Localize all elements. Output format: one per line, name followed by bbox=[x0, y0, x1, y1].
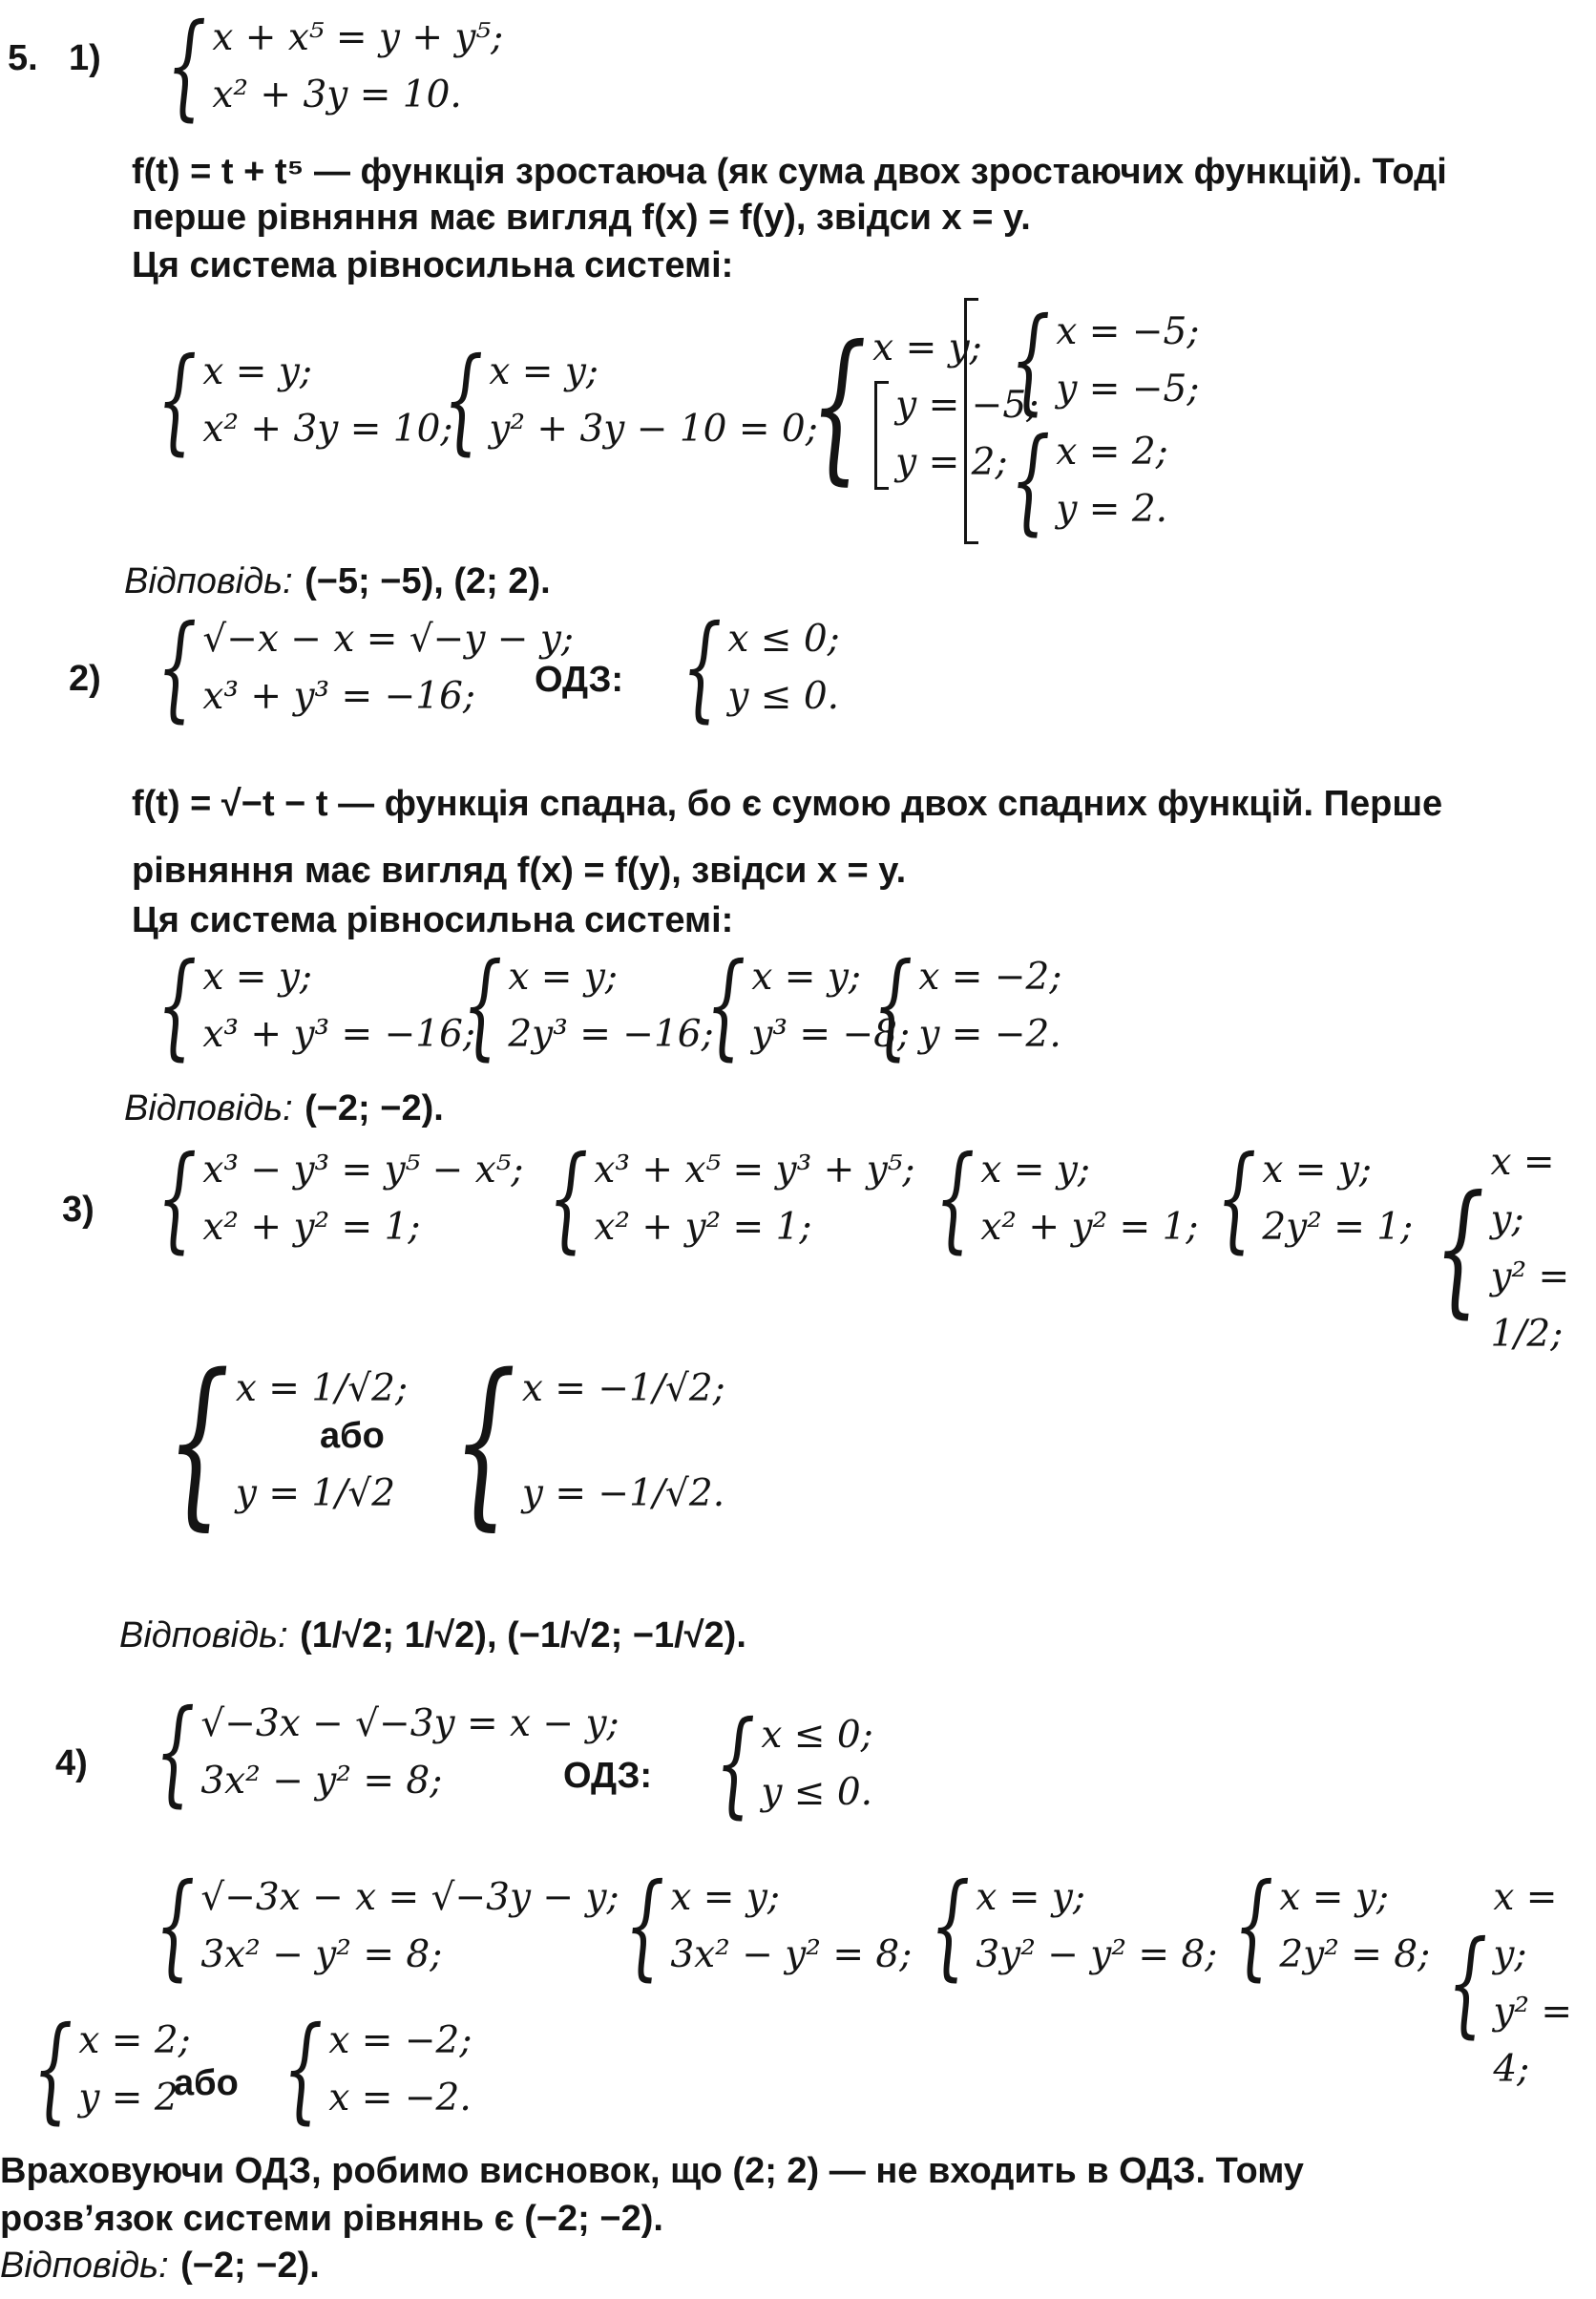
p2-odz: { x ≤ 0; y ≤ 0. bbox=[682, 601, 840, 734]
p2-system-1: { x = y; x³ + y³ = −16; bbox=[157, 939, 476, 1072]
p2-system-2: { x = y; 2y³ = −16; bbox=[462, 939, 714, 1072]
p1-answer: Відповідь: (−5; −5), (2; 2). bbox=[124, 561, 551, 601]
p3-answer: Відповідь: (1/√2; 1/√2), (−1/√2; −1/√2). bbox=[119, 1615, 746, 1656]
p4-answer: Відповідь: (−2; −2). bbox=[0, 2246, 320, 2286]
p4-system-1: { √−3x − x = √−3y − y; 3x² − y² = 8; bbox=[155, 1860, 620, 1993]
p2-system-4: { x = −2; y = −2. bbox=[872, 939, 1062, 1072]
p2-answer: Відповідь: (−2; −2). bbox=[124, 1088, 444, 1128]
part-2-label: 2) bbox=[69, 659, 101, 699]
p4-system-5: { x = y; y² = 4; bbox=[1447, 1876, 1573, 2091]
p1-square-bracket bbox=[964, 298, 978, 544]
p2-system: { √−x − x = √−y − y; x³ + y³ = −16; bbox=[157, 601, 575, 734]
p3-result-2: { x = −1/√2; y = −1/√2. bbox=[452, 1336, 725, 1547]
p1-system-3: { x = y; y = −5; y = 2; bbox=[809, 311, 1040, 500]
p4-result-2: { x = −2; x = −2. bbox=[283, 2003, 472, 2136]
p3-or: або bbox=[320, 1416, 385, 1456]
p1-system-4b: { x = 2; y = 2. bbox=[1010, 414, 1168, 547]
p1-system: { x + x⁵ = y + y⁵; x² + 3y = 10. bbox=[166, 0, 504, 133]
p1-text-3: Ця система рівносильна системі: bbox=[132, 245, 734, 285]
p4-text-2: розв’язок системи рівнянь є (−2; −2). bbox=[0, 2199, 663, 2239]
p2-odz-label: ОДЗ: bbox=[535, 660, 624, 700]
p3-result-1: { x = 1/√2; y = 1/√2 bbox=[166, 1336, 409, 1547]
p4-or: або bbox=[174, 2063, 239, 2103]
p4-system: { √−3x − √−3y = x − y; 3x² − y² = 8; bbox=[155, 1686, 620, 1819]
p2-system-3: { x = y; y³ = −8; bbox=[705, 939, 911, 1072]
p2-text-2: рівняння має вигляд f(x) = f(y), звідси x = y. bbox=[132, 851, 907, 891]
p4-odz: { x ≤ 0; y ≤ 0. bbox=[715, 1698, 873, 1830]
part-4-label: 4) bbox=[55, 1743, 88, 1783]
problem-number: 5. bbox=[8, 38, 38, 78]
part-1-label: 1) bbox=[69, 38, 101, 78]
p2-text-1: f(t) = √−t − t — функція спадна, бо є сумою двох спадних функцій. Перше bbox=[132, 784, 1443, 824]
p1-text-2: перше рівняння має вигляд f(x) = f(y), звідси x = y. bbox=[132, 198, 1031, 238]
p4-result-1: { x = 2; y = 2 bbox=[32, 2003, 191, 2136]
p4-odz-label: ОДЗ: bbox=[563, 1756, 653, 1796]
p2-text-3: Ця система рівносильна системі: bbox=[132, 900, 734, 940]
p3-system-4: { x = y; 2y² = 1; bbox=[1216, 1132, 1414, 1265]
p3-system-2: { x³ + x⁵ = y³ + y⁵; x² + y² = 1; bbox=[548, 1132, 915, 1265]
p1-text-1: f(t) = t + t⁵ — функція зростаюча (як сума двох зростаючих функцій). Тоді bbox=[132, 152, 1447, 192]
p3-system-1: { x³ − y³ = y⁵ − x⁵; x² + y² = 1; bbox=[157, 1132, 524, 1265]
p4-system-3: { x = y; 3y² − y² = 8; bbox=[930, 1860, 1218, 1993]
p3-system-5: { x = y; y² = 1/2; bbox=[1434, 1141, 1570, 1356]
p3-system-3: { x = y; x² + y² = 1; bbox=[934, 1132, 1199, 1265]
p1-system-4a: { x = −5; y = −5; bbox=[1010, 294, 1200, 427]
p4-system-4: { x = y; 2y² = 8; bbox=[1233, 1860, 1431, 1993]
p1-system-2: { x = y; y² + 3y − 10 = 0; bbox=[443, 334, 818, 467]
p4-system-2: { x = y; 3x² − y² = 8; bbox=[624, 1860, 913, 1993]
p1-system-1: { x = y; x² + 3y = 10; bbox=[157, 334, 453, 467]
p4-text-1: Враховуючи ОДЗ, робимо висновок, що (2; 2) — не входить в ОДЗ. Тому bbox=[0, 2151, 1304, 2191]
part-3-label: 3) bbox=[62, 1190, 94, 1230]
